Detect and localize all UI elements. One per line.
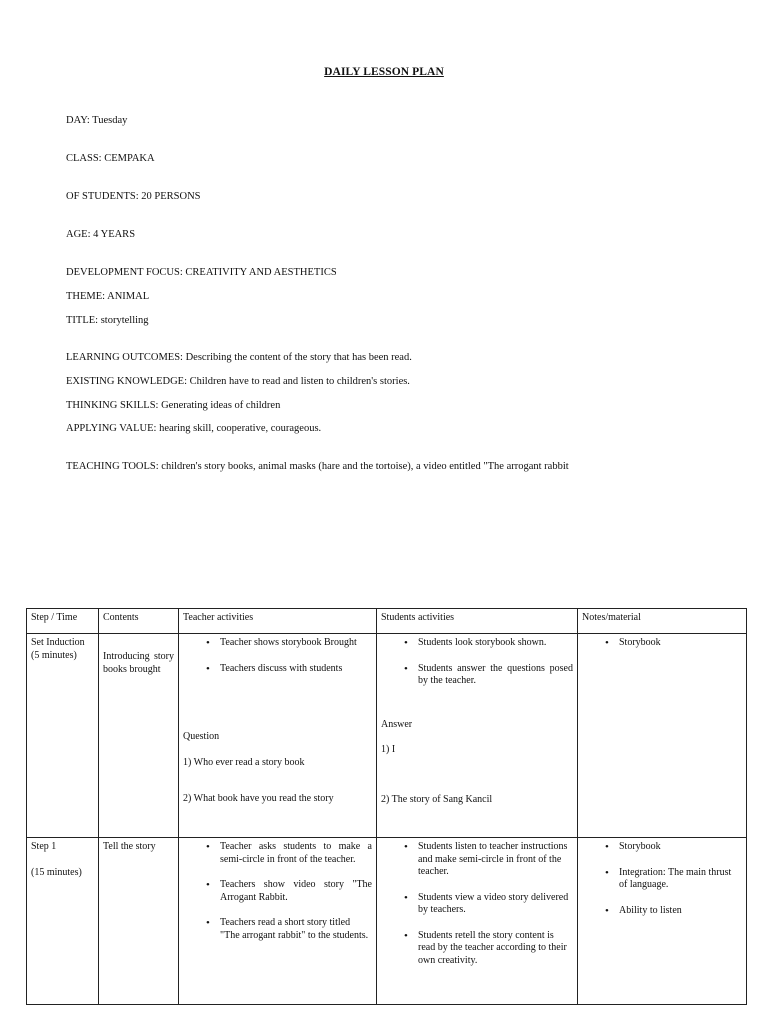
- student-activity-list: [381, 841, 573, 967]
- field-development-focus: DEVELOPMENT FOCUS: CREATIVITY AND AESTHETICS: [66, 267, 337, 278]
- teacher-activities-cell: [179, 838, 377, 1005]
- question-label: Question: [183, 731, 220, 742]
- contents-cell: [99, 634, 179, 838]
- list-item: • Students listen to teacher instructions and make semi-circle in front of the teacher.: [418, 841, 573, 879]
- answer-label: Answer: [381, 718, 413, 730]
- field-thinking-skills: THINKING SKILLS: Generating ideas of children: [66, 400, 281, 411]
- list-item: • Integration: The main thrust of language.: [619, 867, 742, 892]
- answer-item: 2) The story of Sang Kancil: [381, 793, 493, 805]
- teacher-activities-cell: [179, 634, 377, 838]
- step-label: Step 1: [31, 841, 57, 852]
- contents-text: Tell the story: [103, 841, 156, 852]
- list-item: • Storybook: [619, 637, 742, 650]
- lesson-plan-table: [26, 608, 747, 1005]
- list-item: • Students answer the questions posed by the teacher.: [418, 663, 573, 688]
- notes-list: [582, 841, 742, 917]
- field-applying-value: APPLYING VALUE: hearing skill, cooperative, courageous.: [66, 423, 322, 434]
- field-class: CLASS: CEMPAKA: [66, 153, 155, 164]
- list-item: • Teachers show video story "The Arrogant Rabbit.: [220, 879, 372, 904]
- list-item: • Teachers discuss with students: [220, 663, 372, 676]
- field-title: TITLE: storytelling: [66, 315, 149, 326]
- field-existing-knowledge: EXISTING KNOWLEDGE: Children have to read and listen to children's stories.: [66, 376, 410, 387]
- list-item: • Students retell the story content is read by the teacher according to their own creativity.: [418, 930, 573, 968]
- step-label: Set Induction: [31, 637, 85, 648]
- students-activities-cell: [377, 634, 578, 838]
- teacher-activity-list: [183, 841, 372, 942]
- list-item: • Teacher asks students to make a semi-circle in front of the teacher.: [220, 841, 372, 866]
- contents-text: Introducing story books brought: [103, 651, 174, 675]
- field-day: DAY: Tuesday: [66, 115, 128, 126]
- field-students: OF STUDENTS: 20 PERSONS: [66, 191, 201, 202]
- step-time-cell: [27, 634, 99, 838]
- header-cell: Step / Time: [27, 609, 99, 634]
- step-time-cell: [27, 838, 99, 1005]
- table-header-row: [27, 609, 747, 634]
- students-activities-cell: [377, 838, 578, 1005]
- notes-cell: [578, 634, 747, 838]
- field-teaching-tools: TEACHING TOOLS: children's story books, animal masks (hare and the tortoise), a video entitled "The arrogant rabbit: [66, 461, 569, 472]
- list-item: • Ability to listen: [619, 905, 742, 918]
- notes-list: [582, 637, 742, 650]
- header-cell: Students activities: [377, 609, 578, 634]
- field-age: AGE: 4 YEARS: [66, 229, 136, 240]
- header-cell: Contents: [99, 609, 179, 634]
- answer-item: 1) I: [381, 744, 396, 755]
- header-cell: Notes/material: [578, 609, 747, 634]
- list-item: • Storybook: [619, 841, 742, 854]
- list-item: • Students view a video story delivered by teachers.: [418, 892, 573, 917]
- notes-cell: [578, 838, 747, 1005]
- teacher-activity-list: [183, 637, 372, 675]
- contents-cell: [99, 838, 179, 1005]
- student-activity-list: [381, 637, 573, 688]
- field-learning-outcomes: LEARNING OUTCOMES: Describing the content of the story that has been read.: [66, 352, 412, 363]
- table-row: [27, 634, 747, 838]
- page-title: DAILY LESSON PLAN: [324, 66, 444, 78]
- field-theme: THEME: ANIMAL: [66, 291, 150, 302]
- question-item: 1) Who ever read a story book: [183, 756, 305, 768]
- list-item: • Students look storybook shown.: [418, 637, 573, 650]
- time-label: (5 minutes): [31, 649, 77, 661]
- list-item: • Teachers read a short story titled "The arrogant rabbit" to the students.: [220, 917, 372, 942]
- time-label: (15 minutes): [31, 866, 82, 878]
- question-item: 2) What book have you read the story: [183, 793, 334, 804]
- table-row: [27, 838, 747, 1005]
- header-cell: Teacher activities: [179, 609, 377, 634]
- list-item: • Teacher shows storybook Brought: [220, 637, 372, 650]
